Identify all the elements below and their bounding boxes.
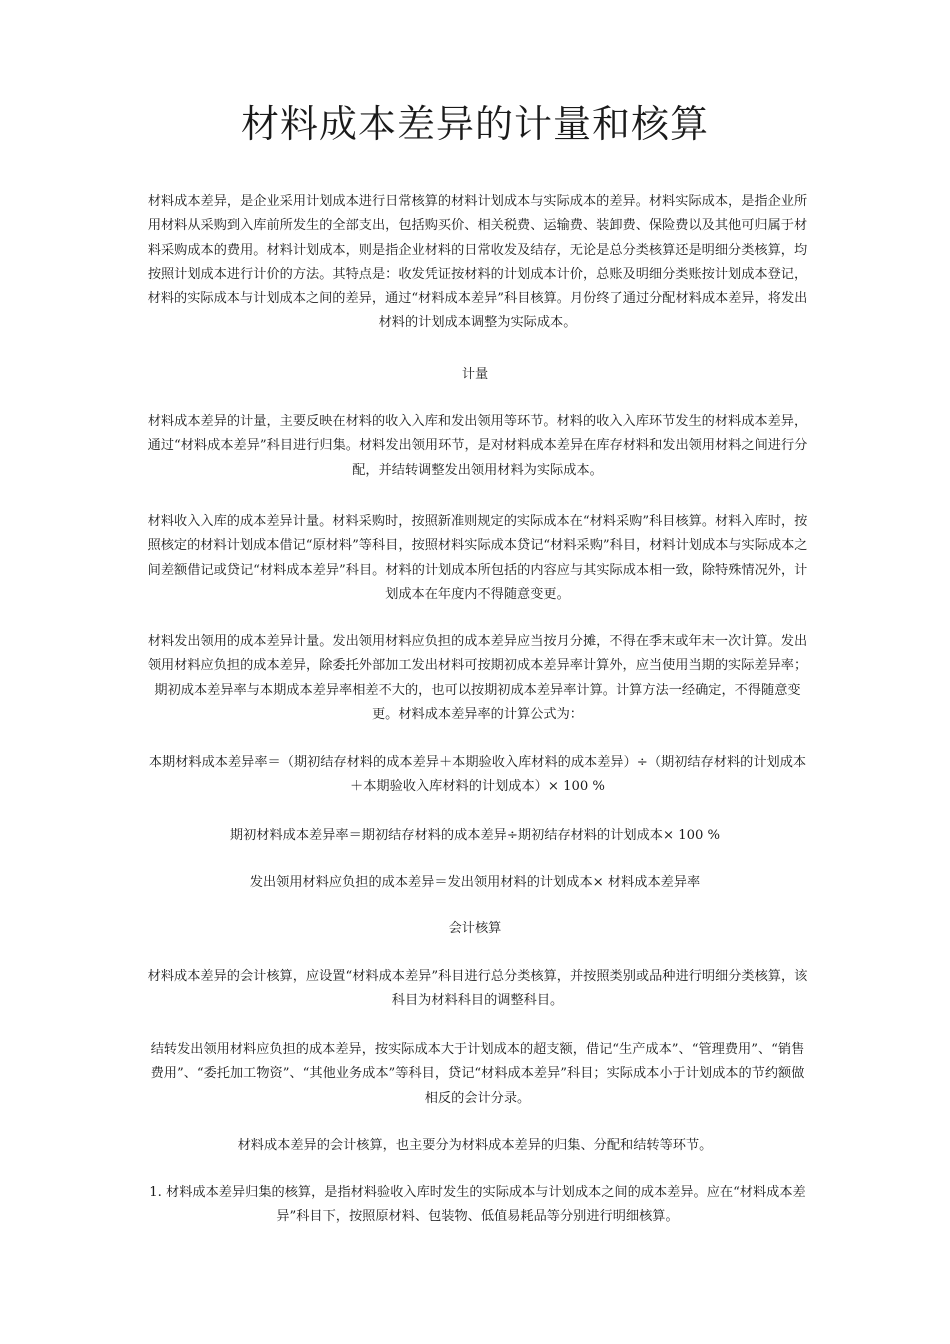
formula-opening-rate: 期初材料成本差异率＝期初结存材料的成本差异÷期初结存材料的计划成本× 100 % — [229, 828, 721, 843]
paragraph-intro: 材料成本差异，是企业采用计划成本进行日常核算的材料计划成本与实际成本的差异。材料实际成本，是指企业所用材料从采购到入库前所发生的全部支出，包括购买价、相关税费、运输费、装卸费、保险费以及其他可归属于材料采购成本的费用。材料计划成本，则是指企业材料的日常收发及结存，无论是总分类核算还是明细分类核算，均按照计划成本进行计价的方法。其特点是：收发凭证按材料的计划成本计价，总账及明细分类账按计划成本登记，材料的实际成本与计划成本之间的差异，通过“材料成本差异”科目核算。月份终了通过分配材料成本差异，将发出材料的计划成本调整为实际成本。 — [147, 194, 808, 331]
section-heading-accounting: 会计核算 — [448, 921, 502, 936]
document-title: 材料成本差异的计量和核算 — [240, 102, 709, 146]
paragraph-outbound-measurement: 材料发出领用的成本差异计量。发出领用材料应负担的成本差异应当按月分摊，不得在季末或年末一次计算。发出领用材料应负担的成本差异，除委托外部加工发出材料可按期初成本差异率计算外，应当使用当期的实际差异率；期初成本差异率与本期成本差异率相差不大的，也可以按期初成本差异率计算。计算方法一经确定，不得随意变更。材料成本差异率的计算公式为： — [147, 634, 808, 722]
paragraph-inbound-measurement: 材料收入入库的成本差异计量。材料采购时，按照新准则规定的实际成本在“材料采购”科目核算。材料入库时，按照核定的材料计划成本借记“原材料”等科目，按照材料实际成本贷记“材料采购”科目，材料计划成本与实际成本之间差额借记或贷记“材料成本差异”科目。材料的计划成本所包括的内容应与其实际成本相一致，除特殊情况外，计划成本在年度内不得随意变更。 — [147, 514, 808, 602]
formula-issued-variance: 发出领用材料应负担的成本差异＝发出领用材料的计划成本× 材料成本差异率 — [249, 875, 701, 890]
paragraph-collection: 1. 材料成本差异归集的核算，是指材料验收入库时发生的实际成本与计划成本之间的成本差异。应在“材料成本差异”科目下，按照原材料、包装物、低值易耗品等分别进行明细核算。 — [149, 1185, 806, 1225]
section-heading-measurement: 计量 — [461, 367, 489, 382]
paragraph-accounting: 材料成本差异的会计核算，应设置“材料成本差异”科目进行总分类核算，并按照类别或品种进行明细分类核算，该科目为材料科目的调整科目。 — [147, 969, 808, 1009]
paragraph-measurement: 材料成本差异的计量，主要反映在材料的收入入库和发出领用等环节。材料的收入入库环节发生的材料成本差异，通过“材料成本差异”科目进行归集。材料发出领用环节，是对材料成本差异在库存材料和发出领用材料之间进行分配，并结转调整发出领用材料为实际成本。 — [147, 414, 808, 478]
formula-current-rate: 本期材料成本差异率＝（期初结存材料的成本差异＋本期验收入库材料的成本差异）÷（期初结存材料的计划成本＋本期验收入库材料的计划成本）× 100 % — [148, 755, 807, 795]
paragraph-carryover: 结转发出领用材料应负担的成本差异，按实际成本大于计划成本的超支额，借记“生产成本”、“管理费用”、“销售费用”、“委托加工物资”、“其他业务成本”等科目，贷记“材料成本差异”科目；实际成本小于计划成本的节约额做相反的会计分录。 — [150, 1042, 805, 1106]
paragraph-accounting-stages: 材料成本差异的会计核算，也主要分为材料成本差异的归集、分配和结转等环节。 — [237, 1138, 713, 1153]
